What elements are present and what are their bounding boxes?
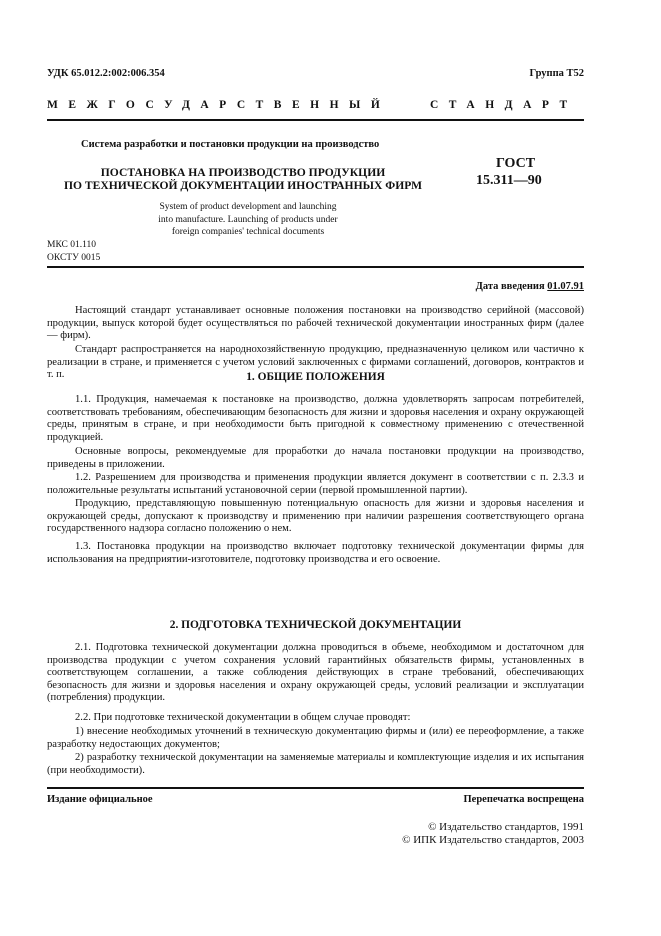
doc-title-line2: ПО ТЕХНИЧЕСКОЙ ДОКУМЕНТАЦИИ ИНОСТРАННЫХ ФИРМ <box>63 179 423 192</box>
english-title-line1: System of product development and launching <box>159 202 337 212</box>
section-heading: 1. ОБЩИЕ ПОЛОЖЕНИЯ <box>246 371 385 383</box>
doc-title-line1: ПОСТАНОВКА НА ПРОИЗВОДСТВО ПРОДУКЦИИ <box>100 166 386 179</box>
section2-paragraph: 2) разработку технической документации на заменяемые материалы и комплектующие изделия и их испытания (при необходимости). <box>47 752 584 776</box>
banner-rule <box>47 119 584 121</box>
footer-rule <box>47 787 584 789</box>
banner-interstate: МЕЖГОСУДАРСТВЕННЫЙ <box>47 99 391 111</box>
section1-paragraph: 1.2. Разрешением для производства и применения продукции является документ в соответствии с п. 2.3.3 и положительные результаты испытаний установочной серии (первой промышленной партии). <box>47 472 584 496</box>
section1-paragraph: 1.3. Постановка продукции на производство включает подготовку технической документации фирмы для использования на предприятии-изготовителе, подготовку производства и его освоение. <box>47 541 584 565</box>
effective-date-value: 01.07.91 <box>547 281 584 292</box>
udk-code: УДК 65.012.2:002:006.354 <box>47 68 165 79</box>
section2-paragraph: 2.1. Подготовка технической документации должна проводиться в объеме, необходимом и достаточном для производства продукции с учетом сохранения условий гарантийных обязательств фирмы, установленных в соответствующем соглашении, а также соблюдения действующих в стране требований, обеспечивающих безопасность для жизни и здоровья населения и охрану окружающей среды, условий реализации и эксплуатации (потребления) продукции. <box>47 642 584 704</box>
okstu-code: ОКСТУ 0015 <box>47 252 101 263</box>
english-title <box>118 201 378 239</box>
copyright-block <box>402 821 584 847</box>
banner-standard: СТАНДАРТ <box>430 99 578 111</box>
title-rule <box>47 266 584 268</box>
gost-label: ГОСТ <box>496 156 536 171</box>
official-edition: Издание официальное <box>47 794 153 805</box>
intro-paragraph: Стандарт распространяется на народнохозяйственную продукцию, предназначенную целиком или частично к реализации в стране, и применяется с учетом условий заключенных с фирмами соглашений, договоров, контрактов и т. п. <box>47 344 584 381</box>
english-title-line3: foreign companies' technical documents <box>171 227 325 237</box>
copyright-line: © ИПК Издательство стандартов, 2003 <box>402 834 584 846</box>
section2-paragraph: 1) внесение необходимых уточнений в техническую документацию фирмы и (или) ее переоформление, а также разработку недостающих документов; <box>47 726 584 750</box>
classification-codes <box>47 239 100 264</box>
section1-paragraph: Основные вопросы, рекомендуемые для проработки до начала постановки продукции на производство, приведены в приложении. <box>47 446 584 470</box>
section1-paragraph: Продукцию, представляющую повышенную потенциальную опасность для жизни и здоровья населения и окружающей среды, допускают к производству и применению при наличии разрешения соответствующего органа государственного надзора согласно положению о нем. <box>47 498 584 535</box>
english-title-line2: into manufacture. Launching of products under <box>158 214 338 225</box>
section2-paragraph: 2.2. При подготовке технической документации в общем случае проводят: <box>75 712 411 723</box>
copyright-line: © Издательство стандартов, 1991 <box>428 821 584 833</box>
section1-paragraph: 1.1. Продукция, намечаемая к постановке на производство, должна удовлетворять запросам потребителей, соответствовать требованиям, обеспечивающим безопасность для жизни и здоровья населения и охрану окружающей среды, принятым в стране, и при необходимости быть пригодной к совместному применению с отечественной продукцией. <box>47 394 584 443</box>
system-title: Система разработки и постановки продукции на производство <box>81 139 380 150</box>
group-code: Группа Т52 <box>529 68 584 79</box>
effective-date-line <box>476 281 584 292</box>
effective-date-label: Дата введения <box>475 281 545 292</box>
gost-number: 15.311—90 <box>476 173 542 188</box>
reprint-notice: Перепечатка воспрещена <box>463 794 584 805</box>
section-heading: 2. ПОДГОТОВКА ТЕХНИЧЕСКОЙ ДОКУМЕНТАЦИИ <box>169 619 462 631</box>
mks-code: МКС 01.110 <box>47 240 97 250</box>
intro-paragraph: Настоящий стандарт устанавливает основные положения постановки на производство серийной (массовой) продукции, выпуск которой будет осуществляться по рабочей технической документации иностранных фирм (далее — фирм). <box>47 305 584 342</box>
